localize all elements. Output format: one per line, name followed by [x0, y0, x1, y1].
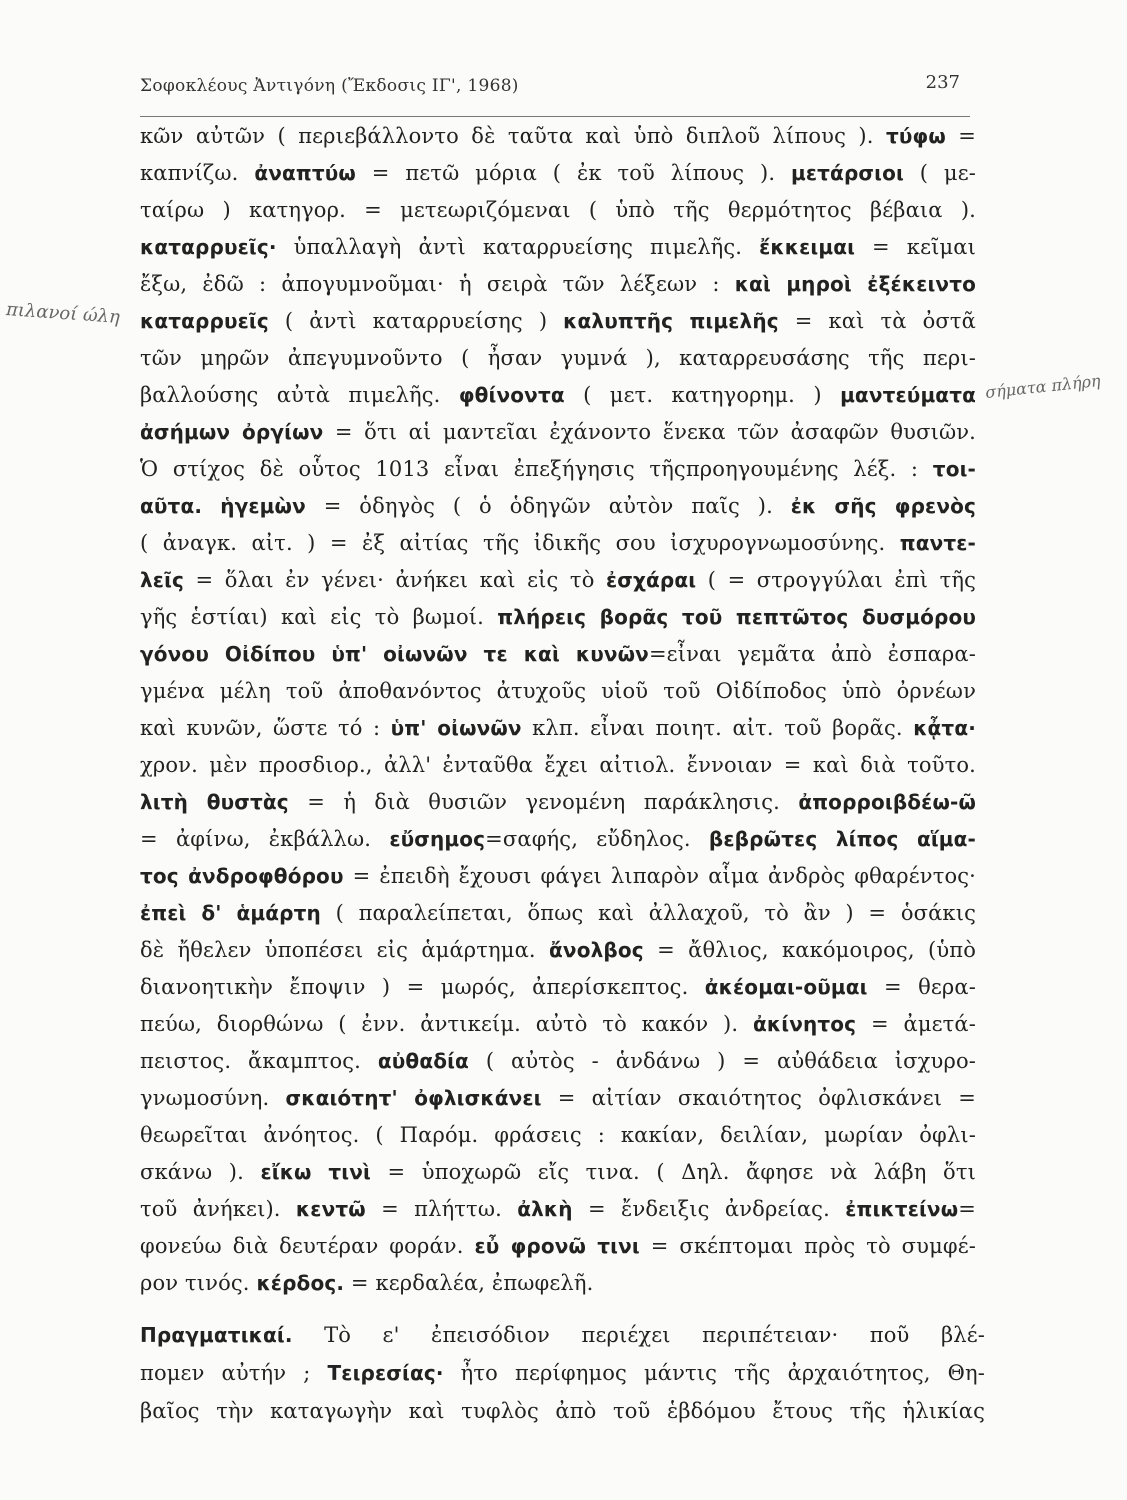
lemma: κᾆτα· — [913, 716, 976, 740]
lemma: κέρδος. — [256, 1271, 345, 1295]
gloss: πομεν αὐτήν ; — [140, 1361, 328, 1385]
lemma: γόνου Οἰδίπου ὑπ' οἰωνῶν τε καὶ κυνῶν — [140, 642, 649, 666]
gloss: = αἰτίαν σκαιότητος ὀφλισκάνει = — [541, 1086, 976, 1110]
page-header — [140, 70, 970, 110]
gloss: = ἀμετά- — [856, 1012, 976, 1036]
gloss: = θερα- — [867, 975, 976, 999]
lemma: αῦτα. ἡγεμὼν — [140, 494, 306, 518]
gloss: = κερδαλέα, ἐπωφελῆ. — [344, 1271, 594, 1295]
gloss: ὑπαλλαγὴ ἀντὶ καταρρυείσης πιμελῆς. — [276, 235, 760, 259]
lemma: ἀσήμων ὀργίων — [140, 420, 324, 444]
lemma: καὶ μηροὶ ἐξέκειντο — [734, 272, 976, 296]
text-line — [140, 1228, 976, 1265]
gloss: δὲ ἤθελεν ὑποπέσει εἰς ἁμάρτημα. — [140, 938, 550, 962]
gloss: ἦτο περίφημος μάντις τῆς ἀρχαιότητος, Θη- — [443, 1361, 985, 1385]
gloss: = σκέπτομαι πρὸς τὸ συμφέ- — [639, 1234, 976, 1258]
text-line — [140, 895, 976, 932]
text-line — [140, 710, 976, 747]
gloss: Ὁ στίχος δὲ οὗτος 1013 εἶναι ἐπεξήγησις τῆςπροηγουμένης λέξ. : — [140, 457, 933, 481]
gloss: τοῦ ἀνήκει). — [140, 1197, 296, 1221]
gloss: κῶν αὐτῶν ( περιεβάλλοντο δὲ ταῦτα καὶ ὑπὸ διπλοῦ λίπους ). — [140, 124, 886, 148]
gloss: ( μετ. κατηγορημ. ) — [564, 383, 841, 407]
gloss: = — [945, 124, 977, 148]
lemma: ἔκκειμαι — [759, 235, 856, 259]
text-line — [140, 1117, 976, 1154]
gloss: = ὅτι αἱ μαντεῖαι ἐχάνοντο ἕνεκα τῶν ἀσαφῶν θυσιῶν. — [323, 420, 976, 444]
gloss: = ἐπειδὴ ἔχουσι φάγει λιπαρὸν αἷμα ἀνδρὸς φθαρέντος· — [343, 864, 977, 888]
lemma: Τειρεσίας· — [327, 1361, 444, 1385]
text-line — [140, 414, 976, 451]
gloss: = ἡ διὰ θυσιῶν γενομένη παράκλησις. — [288, 790, 799, 814]
text-line — [140, 192, 976, 229]
text-line — [140, 1392, 985, 1430]
gloss: θεωρεῖται ἀνόητος. ( Παρόμ. φράσεις : κακίαν, δειλίαν, μωρίαν ὀφλι- — [140, 1123, 976, 1147]
margin-note-right: σήματα πλήρη — [984, 371, 1102, 402]
gloss: ( με- — [903, 161, 976, 185]
lemma: Πραγματικαί. — [140, 1323, 293, 1347]
gloss: = ἄθλιος, κακόμοιρος, (ὑπὸ — [643, 938, 976, 962]
lemma: φθίνοντα — [458, 383, 565, 407]
gloss: βαλλούσης αὐτὰ πιμελῆς. — [140, 383, 459, 407]
gloss: γνωμοσύνη. — [140, 1086, 286, 1110]
lemma: εἴκω τινὶ — [260, 1160, 371, 1184]
gloss: πειστος. ἄκαμπτος. — [140, 1049, 378, 1073]
gloss: = ἔνδειξις ἀνδρείας. — [572, 1197, 846, 1221]
lemma: μαντεύματα — [840, 383, 977, 407]
gloss: γμένα μέλη τοῦ ἀποθανόντος ἀτυχοῦς υἱοῦ τοῦ Οἰδίποδος ὑπὸ ὀρνέων — [140, 679, 976, 703]
text-line — [140, 525, 976, 562]
text-line — [140, 1191, 976, 1228]
gloss: ρον τινός. — [140, 1271, 257, 1295]
gloss: φονεύω διὰ δευτέραν φοράν. — [140, 1234, 475, 1258]
gloss: Τὸ ε' ἐπεισόδιον περιέχει περιπέτειαν· ποῦ βλέ- — [292, 1323, 985, 1347]
lemma: εὔσημος — [389, 827, 486, 851]
lemma: ἐπικτείνω — [845, 1197, 959, 1221]
text-line — [140, 858, 976, 895]
lemma: τοι- — [932, 457, 976, 481]
text-line — [140, 673, 976, 710]
lemma: ἐκ σῆς φρενὸς — [790, 494, 977, 518]
gloss: ( ἀντὶ καταρρυείσης ) — [268, 309, 564, 333]
lemma: ἀκίνητος — [753, 1012, 857, 1036]
lemma: ἄνολβος — [549, 938, 644, 962]
lemma: ἐσχάραι — [605, 568, 697, 592]
lemma: τύφω — [885, 124, 946, 148]
gloss: = κεῖμαι — [855, 235, 976, 259]
lemma: ὑπ' οἰωνῶν — [390, 716, 522, 740]
lemma: εὖ φρονῶ τινι — [474, 1234, 640, 1258]
header-rule — [140, 116, 970, 117]
lemma: τος ἀνδροφθόρου — [140, 864, 344, 888]
gloss: ταίρω ) κατηγορ. = μετεωριζόμεναι ( ὑπὸ τῆς θερμότητος βέβαια ). — [140, 198, 976, 222]
lemma: ἀναπτύω — [254, 161, 356, 185]
lemma: ἀλκὴ — [517, 1197, 573, 1221]
running-head: Σοφοκλέους Ἀντιγόνη (Ἔκδοσις ΙΓ', 1968) — [140, 76, 519, 96]
gloss: = ὑποχωρῶ εἴς τινα. ( Δηλ. ἄφησε νὰ λάβη ὅτι — [370, 1160, 976, 1184]
text-line — [140, 932, 976, 969]
text-line — [140, 1354, 985, 1392]
gloss: γῆς ἑστίαι) καὶ εἰς τὸ βωμοί. — [140, 605, 498, 629]
gloss: βαῖος τὴν καταγωγὴν καὶ τυφλὸς ἀπὸ τοῦ ἑβδόμου ἔτους τῆς ἡλικίας — [140, 1399, 985, 1423]
lemma: ἐπεὶ δ' ἁμάρτη — [140, 901, 321, 925]
lemma: βεβρῶτες λίπος αἵμα- — [708, 827, 976, 851]
text-line — [140, 636, 976, 673]
lemma: μετάρσιοι — [790, 161, 904, 185]
gloss: = ἀφίνω, ἐκβάλλω. — [140, 827, 390, 851]
pragmatikai-paragraph — [140, 1316, 985, 1430]
lemma: καταρρυεῖς — [140, 309, 269, 333]
text-line — [140, 1154, 976, 1191]
text-line — [140, 488, 976, 525]
text-line — [140, 266, 976, 303]
lemma: κεντῶ — [295, 1197, 366, 1221]
lemma: σκαιότητ' ὀφλισκάνει — [285, 1086, 542, 1110]
gloss: σκάνω ). — [140, 1160, 261, 1184]
lemma: πλήρεις βορᾶς τοῦ πεπτῶτος δυσμόρου — [497, 605, 976, 629]
gloss: = ὅλαι ἐν γένει· ἀνήκει καὶ εἰς τὸ — [184, 568, 606, 592]
gloss: ( = στρογγύλαι ἐπὶ τῆς — [696, 568, 976, 592]
text-line — [140, 1043, 976, 1080]
gloss: πεύω, διορθώνω ( ἐνν. ἀντικείμ. αὐτὸ τὸ κακόν ). — [140, 1012, 754, 1036]
text-line — [140, 1080, 976, 1117]
text-line — [140, 155, 976, 192]
text-line — [140, 1316, 985, 1354]
gloss: =σαφής, εὔδηλος. — [485, 827, 709, 851]
text-line — [140, 118, 976, 155]
lemma: λιτὴ θυστὰς — [140, 790, 289, 814]
text-line — [140, 1265, 976, 1302]
gloss: = καὶ τὰ ὀστᾶ — [778, 309, 976, 333]
gloss: ἔξω, ἐδῶ : ἀπογυμνοῦμαι· ἡ σειρὰ τῶν λέξεων : — [140, 272, 735, 296]
gloss: κλπ. εἶναι ποιητ. αἰτ. τοῦ βορᾶς. — [521, 716, 914, 740]
lemma: ἀπορροιβδέω-ῶ — [798, 790, 976, 814]
gloss: = πετῶ μόρια ( ἐκ τοῦ λίπους ). — [355, 161, 791, 185]
margin-note-left: πιλανοί ώλη — [5, 299, 121, 328]
lemma: αὐθαδία — [377, 1049, 469, 1073]
gloss: =εἶναι γεμᾶτα ἀπὸ ἐσπαρα- — [648, 642, 976, 666]
gloss: ( αὐτὸς - ἁνδάνω ) = αὐθάδεια ἰσχυρο- — [468, 1049, 976, 1073]
gloss: καὶ κυνῶν, ὥστε τό : — [140, 716, 391, 740]
text-line — [140, 599, 976, 636]
text-line — [140, 747, 976, 784]
text-line — [140, 303, 976, 340]
page-number: 237 — [925, 72, 960, 93]
text-line — [140, 229, 976, 266]
text-line — [140, 969, 976, 1006]
text-line — [140, 377, 976, 414]
gloss: = — [958, 1197, 976, 1221]
text-line — [140, 340, 976, 377]
commentary-text — [140, 118, 976, 1302]
gloss: χρον. μὲν προσδιορ., ἀλλ' ἐνταῦθα ἔχει αἰτιολ. ἔννοιαν = καὶ διὰ τοῦτο. — [140, 753, 976, 777]
lemma: λεῖς — [140, 568, 185, 592]
gloss: = ὁδηγὸς ( ὁ ὁδηγῶν αὐτὸν παῖς ). — [305, 494, 791, 518]
gloss: καπνίζω. — [140, 161, 255, 185]
gloss: τῶν μηρῶν ἀπεγυμνοῦντο ( ἦσαν γυμνά ), καταρρευσάσης τῆς περι- — [140, 346, 976, 370]
lemma: παντε- — [899, 531, 976, 555]
text-line — [140, 451, 976, 488]
gloss: = πλήττω. — [365, 1197, 518, 1221]
text-line — [140, 562, 976, 599]
text-line — [140, 1006, 976, 1043]
gloss: διανοητικὴν ἔποψιν ) = μωρός, ἀπερίσκεπτος. — [140, 975, 705, 999]
gloss: ( παραλείπεται, ὅπως καὶ ἀλλαχοῦ, τὸ ἂν ) = ὁσάκις — [320, 901, 976, 925]
lemma: καταρρυεῖς· — [140, 235, 277, 259]
text-line — [140, 821, 976, 858]
lemma: ἀκέομαι-οῦμαι — [704, 975, 868, 999]
lemma: καλυπτῆς πιμελῆς — [563, 309, 779, 333]
gloss: ( ἀναγκ. αἰτ. ) = ἐξ αἰτίας τῆς ἰδικῆς σου ἰσχυρογνωμοσύνης. — [140, 531, 900, 555]
text-line — [140, 784, 976, 821]
